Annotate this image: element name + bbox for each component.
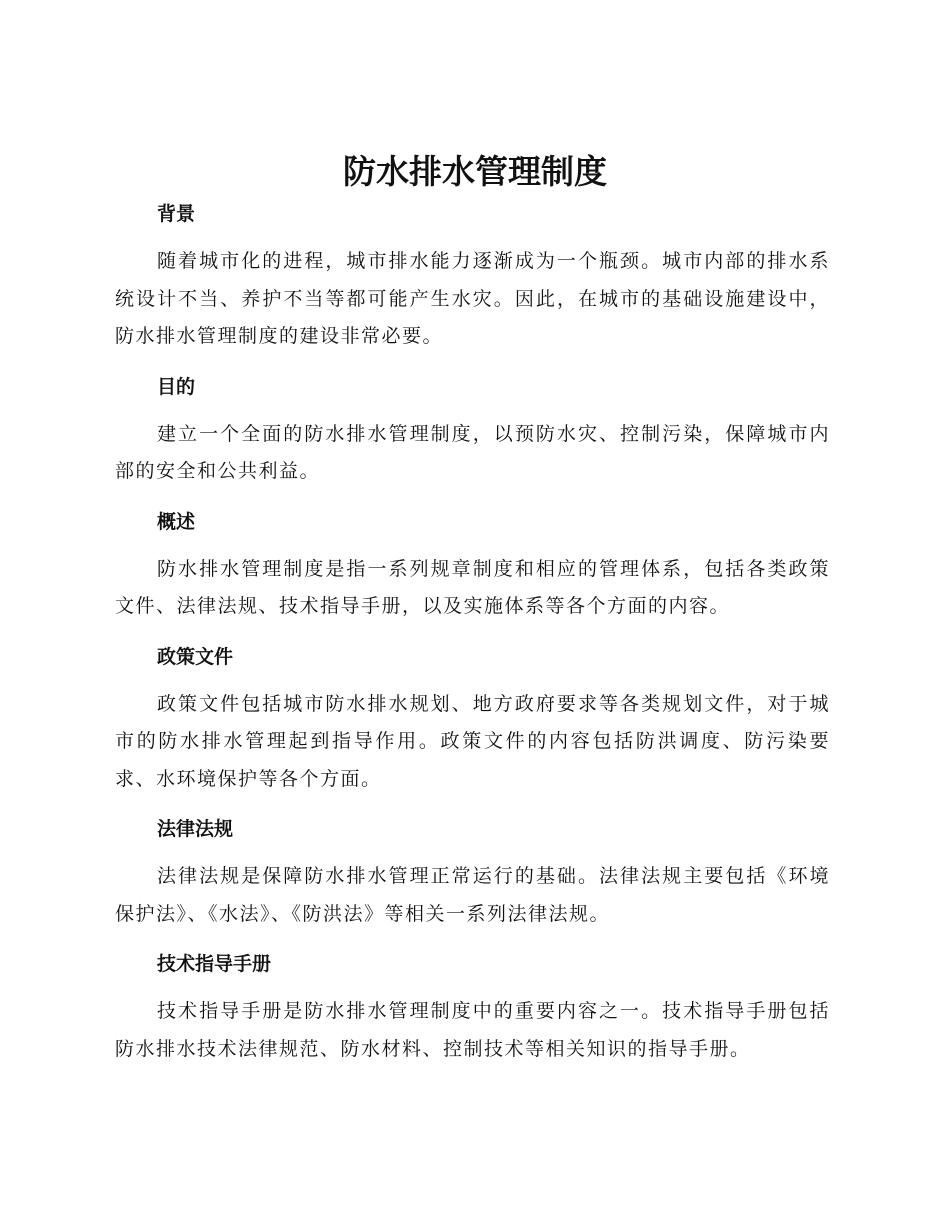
section-heading: 概述: [157, 510, 196, 533]
section-paragraph: 建立一个全面的防水排水管理制度，以预防水灾、控制污染，保障城市内部的安全和公共利益。: [115, 422, 830, 482]
section-paragraph: 法律法规是保障防水排水管理正常运行的基础。法律法规主要包括《环境保护法》、《水法》、《防洪法》等相关一系列法律法规。: [115, 865, 830, 925]
section-heading: 政策文件: [157, 645, 234, 668]
section-paragraph: 技术指导手册是防水排水管理制度中的重要内容之一。技术指导手册包括防水排水技术法律规范、防水材料、控制技术等相关知识的指导手册。: [115, 1000, 830, 1060]
section-heading: 法律法规: [157, 818, 234, 840]
section-heading: 技术指导手册: [157, 953, 272, 975]
section-policy-documents: [115, 638, 830, 799]
section-heading: 背景: [157, 203, 196, 225]
section-heading: 目的: [157, 375, 196, 398]
section-laws-regulations: [115, 810, 830, 933]
document-content: [115, 195, 830, 1080]
section-purpose: [115, 368, 830, 491]
section-paragraph: 政策文件包括城市防水排水规划、地方政府要求等各类规划文件，对于城市的防水排水管理起到指导作用。政策文件的内容包括防洪调度、防污染要求、水环境保护等各个方面。: [115, 692, 830, 790]
section-paragraph: 防水排水管理制度是指一系列规章制度和相应的管理体系，包括各类政策文件、法律法规、技术指导手册，以及实施体系等各个方面的内容。: [115, 557, 830, 617]
section-background: [115, 195, 830, 356]
document-title: 防水排水管理制度: [343, 152, 607, 191]
section-overview: [115, 503, 830, 626]
section-paragraph: 随着城市化的进程，城市排水能力逐渐成为一个瓶颈。城市内部的排水系统设计不当、养护不当等都可能产生水灾。因此，在城市的基础设施建设中，防水排水管理制度的建设非常必要。: [115, 250, 830, 347]
section-technical-manual: [115, 945, 830, 1068]
